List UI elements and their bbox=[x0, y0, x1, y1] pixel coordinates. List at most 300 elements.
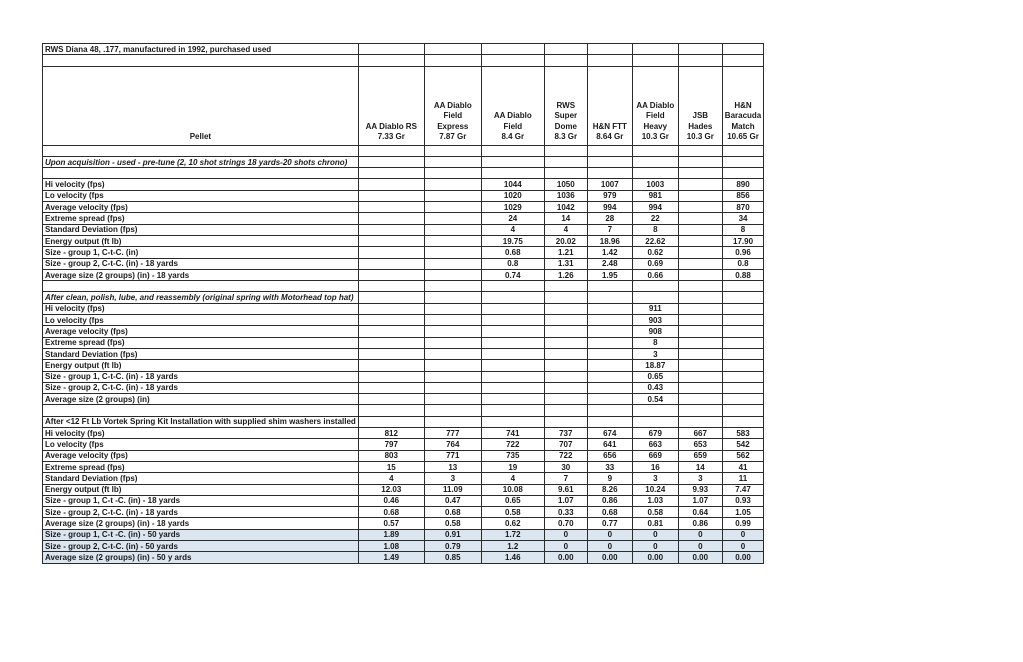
cell-value: 41 bbox=[722, 461, 763, 472]
cell-value: 1029 bbox=[481, 202, 544, 213]
cell-value: 0.85 bbox=[424, 552, 481, 563]
cell-value: 737 bbox=[544, 428, 587, 439]
cell-value: 0.62 bbox=[481, 518, 544, 529]
cell-value bbox=[678, 235, 722, 246]
column-header-line: H&N bbox=[734, 100, 752, 110]
column-header-line: 10.3 Gr bbox=[641, 132, 669, 142]
cell-value bbox=[358, 179, 424, 190]
cell-value: 0.88 bbox=[722, 269, 763, 280]
row-label: Average size (2 groups) (in) bbox=[43, 394, 359, 405]
cell-value: 812 bbox=[358, 428, 424, 439]
section-title: After clean, polish, lube, and reassembly (original spring with Motorhead top hat) bbox=[43, 292, 359, 303]
header-row bbox=[43, 66, 764, 145]
column-header-line: 8.4 Gr bbox=[501, 132, 525, 142]
row-label: Average velocity (fps) bbox=[43, 202, 359, 213]
cell-value: 659 bbox=[678, 450, 722, 461]
column-header bbox=[587, 66, 632, 145]
table-row bbox=[43, 303, 764, 314]
section-title-row bbox=[43, 156, 764, 167]
cell-value: 797 bbox=[358, 439, 424, 450]
cell-value: 0.91 bbox=[424, 529, 481, 540]
table-row bbox=[43, 269, 764, 280]
table-row bbox=[43, 258, 764, 269]
row-label: Lo velocity (fps bbox=[43, 315, 359, 326]
table-row bbox=[43, 247, 764, 258]
cell-value: 14 bbox=[678, 461, 722, 472]
cell-value: 1.89 bbox=[358, 529, 424, 540]
cell-value: 0.81 bbox=[632, 518, 678, 529]
cell-value bbox=[544, 394, 587, 405]
table-row bbox=[43, 202, 764, 213]
cell-value: 1.2 bbox=[481, 540, 544, 551]
cell-value: 771 bbox=[424, 450, 481, 461]
cell-value bbox=[358, 326, 424, 337]
cell-value: 870 bbox=[722, 202, 763, 213]
cell-value bbox=[587, 382, 632, 393]
row-label: Size - group 2, C-t-C. (in) - 18 yards bbox=[43, 507, 359, 518]
cell-value: 908 bbox=[632, 326, 678, 337]
table-row bbox=[43, 326, 764, 337]
cell-value bbox=[424, 394, 481, 405]
cell-value bbox=[722, 348, 763, 359]
cell-value: 0.86 bbox=[587, 495, 632, 506]
column-header-line: Heavy bbox=[643, 121, 668, 131]
cell-value bbox=[358, 258, 424, 269]
cell-value: 19 bbox=[481, 461, 544, 472]
cell-value bbox=[358, 382, 424, 393]
cell-value: 911 bbox=[632, 303, 678, 314]
cell-value: 0.68 bbox=[358, 507, 424, 518]
cell-value bbox=[678, 269, 722, 280]
cell-value: 803 bbox=[358, 450, 424, 461]
row-label: Size - group 2, C-t-C. (in) - 18 yards bbox=[43, 258, 359, 269]
cell-value: 1.49 bbox=[358, 552, 424, 563]
cell-value: 663 bbox=[632, 439, 678, 450]
row-label: Lo velocity (fps bbox=[43, 190, 359, 201]
cell-value bbox=[544, 360, 587, 371]
cell-value bbox=[544, 315, 587, 326]
cell-value: 3 bbox=[632, 473, 678, 484]
cell-value: 903 bbox=[632, 315, 678, 326]
cell-value: 0.86 bbox=[678, 518, 722, 529]
sheet-title: RWS Diana 48, .177, manufactured in 1992, purchased used bbox=[43, 44, 359, 55]
cell-value: 656 bbox=[587, 450, 632, 461]
column-header-line: AA Diablo RS bbox=[365, 121, 417, 131]
cell-value bbox=[544, 303, 587, 314]
table-row bbox=[43, 348, 764, 359]
cell-value: 0.65 bbox=[481, 495, 544, 506]
cell-value: 1.07 bbox=[678, 495, 722, 506]
cell-value: 11.09 bbox=[424, 484, 481, 495]
cell-value: 15 bbox=[358, 461, 424, 472]
cell-value: 0.00 bbox=[587, 552, 632, 563]
cell-value: 10.08 bbox=[481, 484, 544, 495]
cell-value bbox=[722, 360, 763, 371]
cell-value: 0 bbox=[544, 540, 587, 551]
table-row bbox=[43, 484, 764, 495]
cell-value: 0.54 bbox=[632, 394, 678, 405]
column-header bbox=[632, 66, 678, 145]
column-header-line: Field Express bbox=[437, 111, 469, 131]
cell-value: 641 bbox=[587, 439, 632, 450]
cell-value bbox=[481, 303, 544, 314]
cell-value bbox=[358, 190, 424, 201]
table-row bbox=[43, 518, 764, 529]
column-header bbox=[424, 66, 481, 145]
table-row bbox=[43, 461, 764, 472]
cell-value: 0.66 bbox=[632, 269, 678, 280]
cell-value bbox=[358, 269, 424, 280]
cell-value bbox=[678, 348, 722, 359]
cell-value: 1042 bbox=[544, 202, 587, 213]
cell-value: 0.74 bbox=[481, 269, 544, 280]
cell-value bbox=[722, 394, 763, 405]
cell-value bbox=[544, 326, 587, 337]
cell-value: 0.68 bbox=[587, 507, 632, 518]
cell-value: 0 bbox=[722, 529, 763, 540]
cell-value: 562 bbox=[722, 450, 763, 461]
cell-value: 0.70 bbox=[544, 518, 587, 529]
cell-value: 0.65 bbox=[632, 371, 678, 382]
cell-value: 7.47 bbox=[722, 484, 763, 495]
row-label: Size - group 1, C-t-C. (in) bbox=[43, 247, 359, 258]
pellet-data-table bbox=[42, 43, 764, 564]
table-row bbox=[43, 529, 764, 540]
row-label: Energy output (ft lb) bbox=[43, 484, 359, 495]
cell-value: 3 bbox=[632, 348, 678, 359]
cell-value bbox=[424, 303, 481, 314]
cell-value: 0.58 bbox=[481, 507, 544, 518]
cell-value: 0.68 bbox=[424, 507, 481, 518]
cell-value: 981 bbox=[632, 190, 678, 201]
row-label: Average size (2 groups) (in) - 50 y ards bbox=[43, 552, 359, 563]
title-row bbox=[43, 44, 764, 55]
cell-value: 1044 bbox=[481, 179, 544, 190]
cell-value: 11 bbox=[722, 473, 763, 484]
column-header-line: Match bbox=[731, 121, 755, 131]
cell-value bbox=[424, 213, 481, 224]
cell-value: 722 bbox=[544, 450, 587, 461]
column-header bbox=[722, 66, 763, 145]
cell-value: 741 bbox=[481, 428, 544, 439]
cell-value: 994 bbox=[632, 202, 678, 213]
cell-value: 0.33 bbox=[544, 507, 587, 518]
table-row bbox=[43, 382, 764, 393]
cell-value: 979 bbox=[587, 190, 632, 201]
cell-value: 0.77 bbox=[587, 518, 632, 529]
cell-value bbox=[358, 202, 424, 213]
cell-value bbox=[424, 348, 481, 359]
cell-value: 19.75 bbox=[481, 235, 544, 246]
column-header-line: Baracuda bbox=[724, 111, 762, 121]
row-label: Average size (2 groups) (in) - 18 yards bbox=[43, 518, 359, 529]
cell-value bbox=[358, 360, 424, 371]
cell-value: 1.72 bbox=[481, 529, 544, 540]
cell-value bbox=[358, 213, 424, 224]
cell-value bbox=[678, 326, 722, 337]
cell-value bbox=[481, 337, 544, 348]
row-label: Energy output (ft lb) bbox=[43, 360, 359, 371]
section-title-row bbox=[43, 292, 764, 303]
cell-value: 3 bbox=[424, 473, 481, 484]
cell-value bbox=[424, 382, 481, 393]
column-header-line: AA Diablo bbox=[636, 100, 675, 110]
cell-value bbox=[722, 315, 763, 326]
cell-value bbox=[678, 337, 722, 348]
cell-value bbox=[678, 360, 722, 371]
cell-value: 0 bbox=[587, 540, 632, 551]
row-label: Size - group 1, C-t -C. (in) - 18 yards bbox=[43, 495, 359, 506]
cell-value bbox=[722, 382, 763, 393]
cell-value bbox=[424, 315, 481, 326]
column-header-line: 8.3 Gr bbox=[554, 132, 578, 142]
cell-value bbox=[544, 337, 587, 348]
cell-value: 0 bbox=[632, 529, 678, 540]
cell-value: 22.62 bbox=[632, 235, 678, 246]
cell-value bbox=[358, 247, 424, 258]
blank-row bbox=[43, 168, 764, 179]
section-title: After <12 Ft Lb Vortek Spring Kit Installation with supplied shim washers installed bbox=[43, 416, 359, 427]
table-row bbox=[43, 450, 764, 461]
blank-row bbox=[43, 55, 764, 66]
row-label: Size - group 1, C-t -C. (in) - 50 yards bbox=[43, 529, 359, 540]
cell-value: 1003 bbox=[632, 179, 678, 190]
cell-value: 669 bbox=[632, 450, 678, 461]
row-label: Standard Deviation (fps) bbox=[43, 224, 359, 235]
table-row bbox=[43, 540, 764, 551]
cell-value: 679 bbox=[632, 428, 678, 439]
cell-value: 3 bbox=[678, 473, 722, 484]
cell-value bbox=[544, 371, 587, 382]
cell-value: 1050 bbox=[544, 179, 587, 190]
cell-value: 4 bbox=[481, 224, 544, 235]
cell-value bbox=[678, 258, 722, 269]
cell-value: 8.26 bbox=[587, 484, 632, 495]
row-label: Size - group 2, C-t-C. (in) - 18 yards bbox=[43, 382, 359, 393]
cell-value: 1.07 bbox=[544, 495, 587, 506]
cell-value bbox=[424, 224, 481, 235]
blank-row bbox=[43, 145, 764, 156]
cell-value bbox=[424, 360, 481, 371]
table-row bbox=[43, 552, 764, 563]
cell-value: 1036 bbox=[544, 190, 587, 201]
column-header bbox=[358, 66, 424, 145]
table-row bbox=[43, 428, 764, 439]
cell-value bbox=[358, 371, 424, 382]
cell-value bbox=[678, 224, 722, 235]
row-label: Hi velocity (fps) bbox=[43, 303, 359, 314]
cell-value: 890 bbox=[722, 179, 763, 190]
column-header-line: RWS bbox=[556, 100, 576, 110]
cell-value bbox=[358, 394, 424, 405]
cell-value: 0 bbox=[632, 540, 678, 551]
cell-value: 9.93 bbox=[678, 484, 722, 495]
cell-value bbox=[424, 258, 481, 269]
cell-value: 777 bbox=[424, 428, 481, 439]
cell-value bbox=[481, 348, 544, 359]
cell-value bbox=[481, 382, 544, 393]
cell-value bbox=[358, 337, 424, 348]
table-body bbox=[43, 44, 764, 564]
cell-value bbox=[358, 224, 424, 235]
cell-value bbox=[678, 371, 722, 382]
cell-value: 13 bbox=[424, 461, 481, 472]
row-label: Hi velocity (fps) bbox=[43, 179, 359, 190]
cell-value bbox=[587, 337, 632, 348]
section-title: Upon acquisition - used - pre-tune (2, 10 shot strings 18 yards-20 shots chrono) bbox=[43, 156, 359, 167]
cell-value: 4 bbox=[481, 473, 544, 484]
cell-value: 4 bbox=[544, 224, 587, 235]
cell-value: 0.00 bbox=[722, 552, 763, 563]
cell-value: 2.48 bbox=[587, 258, 632, 269]
cell-value: 10.24 bbox=[632, 484, 678, 495]
cell-value: 0.99 bbox=[722, 518, 763, 529]
cell-value bbox=[722, 303, 763, 314]
cell-value: 28 bbox=[587, 213, 632, 224]
column-header-line: 8.64 Gr bbox=[596, 132, 624, 142]
cell-value: 1.31 bbox=[544, 258, 587, 269]
cell-value: 0.93 bbox=[722, 495, 763, 506]
table-row bbox=[43, 371, 764, 382]
cell-value bbox=[678, 190, 722, 201]
cell-value bbox=[587, 326, 632, 337]
cell-value bbox=[587, 394, 632, 405]
blank-row bbox=[43, 281, 764, 292]
cell-value: 14 bbox=[544, 213, 587, 224]
cell-value: 0.58 bbox=[424, 518, 481, 529]
table-row bbox=[43, 439, 764, 450]
cell-value bbox=[722, 326, 763, 337]
cell-value bbox=[424, 190, 481, 201]
cell-value: 764 bbox=[424, 439, 481, 450]
cell-value bbox=[678, 179, 722, 190]
cell-value: 0.79 bbox=[424, 540, 481, 551]
cell-value bbox=[358, 315, 424, 326]
column-header bbox=[544, 66, 587, 145]
table-row bbox=[43, 315, 764, 326]
row-label: Lo velocity (fps bbox=[43, 439, 359, 450]
table-row bbox=[43, 224, 764, 235]
row-label: Standard Deviation (fps) bbox=[43, 473, 359, 484]
cell-value bbox=[544, 348, 587, 359]
cell-value: 674 bbox=[587, 428, 632, 439]
column-header-line: Field bbox=[645, 111, 665, 121]
cell-value: 1.46 bbox=[481, 552, 544, 563]
cell-value: 1020 bbox=[481, 190, 544, 201]
row-label: Size - group 2, C-t-C. (in) - 50 yards bbox=[43, 540, 359, 551]
cell-value: 18.87 bbox=[632, 360, 678, 371]
column-header-line: Dome bbox=[554, 121, 577, 131]
cell-value: 0.46 bbox=[358, 495, 424, 506]
column-header bbox=[481, 66, 544, 145]
cell-value bbox=[481, 360, 544, 371]
column-header-line: 7.87 Gr bbox=[439, 132, 467, 142]
cell-value: 1.26 bbox=[544, 269, 587, 280]
cell-value: 0.00 bbox=[544, 552, 587, 563]
cell-value: 0.96 bbox=[722, 247, 763, 258]
cell-value: 9.61 bbox=[544, 484, 587, 495]
cell-value: 22 bbox=[632, 213, 678, 224]
table-row bbox=[43, 495, 764, 506]
cell-value: 0.57 bbox=[358, 518, 424, 529]
cell-value: 0.58 bbox=[632, 507, 678, 518]
cell-value: 16 bbox=[632, 461, 678, 472]
table-row bbox=[43, 473, 764, 484]
cell-value: 0.8 bbox=[722, 258, 763, 269]
cell-value bbox=[587, 348, 632, 359]
cell-value bbox=[481, 394, 544, 405]
cell-value bbox=[587, 315, 632, 326]
cell-value: 583 bbox=[722, 428, 763, 439]
row-label: Energy output (ft lb) bbox=[43, 235, 359, 246]
cell-value bbox=[678, 202, 722, 213]
cell-value: 1.03 bbox=[632, 495, 678, 506]
cell-value bbox=[678, 303, 722, 314]
cell-value bbox=[424, 337, 481, 348]
cell-value bbox=[678, 315, 722, 326]
cell-value: 0 bbox=[678, 529, 722, 540]
cell-value: 0 bbox=[587, 529, 632, 540]
column-header-line: 10.65 Gr bbox=[727, 132, 759, 142]
cell-value: 667 bbox=[678, 428, 722, 439]
cell-value: 0 bbox=[722, 540, 763, 551]
cell-value: 17.90 bbox=[722, 235, 763, 246]
cell-value bbox=[424, 202, 481, 213]
cell-value: 0.43 bbox=[632, 382, 678, 393]
cell-value: 1007 bbox=[587, 179, 632, 190]
cell-value: 1.05 bbox=[722, 507, 763, 518]
cell-value bbox=[678, 394, 722, 405]
row-label: Extreme spread (fps) bbox=[43, 213, 359, 224]
row-label: Average size (2 groups) (in) - 18 yards bbox=[43, 269, 359, 280]
cell-value: 0.00 bbox=[632, 552, 678, 563]
cell-value: 1.42 bbox=[587, 247, 632, 258]
cell-value: 0.00 bbox=[678, 552, 722, 563]
cell-value bbox=[424, 235, 481, 246]
cell-value bbox=[678, 382, 722, 393]
table-row bbox=[43, 394, 764, 405]
column-header-line: 7.33 Gr bbox=[377, 132, 405, 142]
cell-value: 8 bbox=[632, 337, 678, 348]
cell-value: 1.08 bbox=[358, 540, 424, 551]
cell-value: 18.96 bbox=[587, 235, 632, 246]
cell-value: 856 bbox=[722, 190, 763, 201]
cell-value bbox=[481, 371, 544, 382]
cell-value bbox=[358, 303, 424, 314]
cell-value: 8 bbox=[632, 224, 678, 235]
column-header-line: AA Diablo bbox=[433, 100, 472, 110]
cell-value: 0.47 bbox=[424, 495, 481, 506]
cell-value: 34 bbox=[722, 213, 763, 224]
table-row bbox=[43, 337, 764, 348]
cell-value: 8 bbox=[722, 224, 763, 235]
table-row bbox=[43, 213, 764, 224]
table-row bbox=[43, 190, 764, 201]
cell-value bbox=[481, 315, 544, 326]
row-label: Size - group 1, C-t-C. (in) - 18 yards bbox=[43, 371, 359, 382]
cell-value bbox=[678, 213, 722, 224]
cell-value: 0.68 bbox=[481, 247, 544, 258]
cell-value: 0 bbox=[544, 529, 587, 540]
cell-value: 7 bbox=[587, 224, 632, 235]
cell-value bbox=[424, 247, 481, 258]
column-header-line: 10.3 Gr bbox=[686, 132, 714, 142]
cell-value: 653 bbox=[678, 439, 722, 450]
table-row bbox=[43, 507, 764, 518]
pellet-header: Pellet bbox=[43, 66, 359, 145]
cell-value: 722 bbox=[481, 439, 544, 450]
cell-value: 0 bbox=[678, 540, 722, 551]
